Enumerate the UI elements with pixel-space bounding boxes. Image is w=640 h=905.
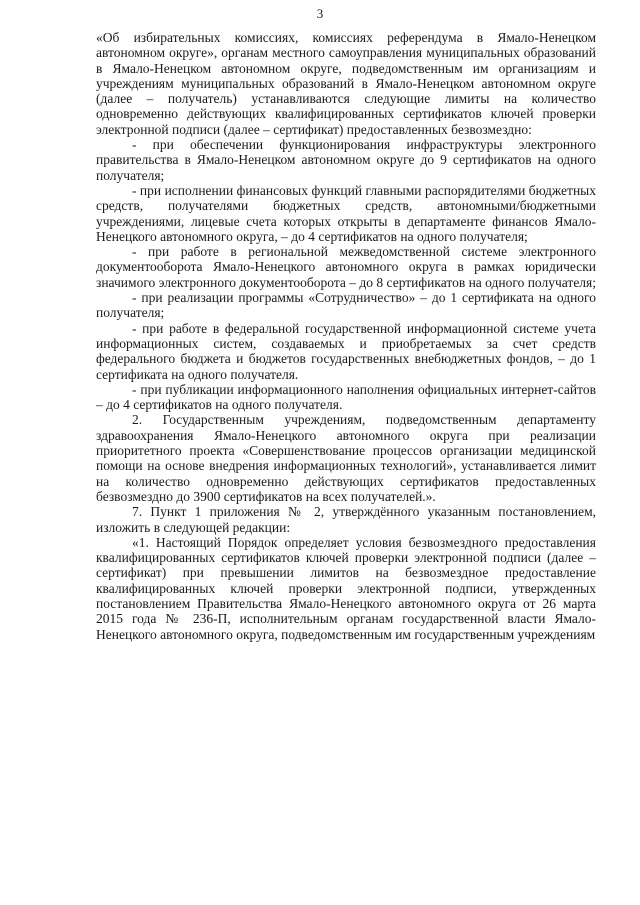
list-item-e-government: - при обеспечении функционирования инфраструктуры электронного правительства в Ямало-Ненецком автономном округе до 9 сертификатов на одного получателя; — [96, 137, 596, 183]
list-item-websites: - при публикации информационного наполнения официальных интернет-сайтов – до 4 сертификатов на одного получателя. — [96, 381, 596, 413]
paragraph-healthcare: 2. Государственным учреждениям, подведомственным департаменту здравоохранения Ямало-Ненецкого автономного округа при реализации приоритетного проекта «Совершенствование процессов организации медицинской помощи на основе внедрения информационных технологий», устанавливается лимит на количество одновременно действующих сертификатов предоставленных безвозмездно до 3900 сертификатов на всех получателей.». — [96, 412, 596, 504]
paragraph-new-wording: «1. Настоящий Порядок определяет условия безвозмездного предоставления квалифицированных сертификатов ключей проверки электронной подписи (далее – сертификат) при превышении лимитов на безвозмездное предоставление квалифицированных ключей проверки электронной подписи, утвержденных постановлением Правительства Ямало-Ненецкого автономного округа от 26 марта 2015 года № 236-П, исполнительным органам государственной власти Ямало-Ненецкого автономного округа, подведомственным им государственным учреждениям — [96, 534, 596, 642]
paragraph-continuation: «Об избирательных комиссиях, комиссиях референдума в Ямало-Ненецком автономном округе», органам местного самоуправления муниципальных образований в Ямало-Ненецком автономном округе, подведомственным им организациям и учреждениям муниципальных образований в Ямало-Ненецком автономном округе (далее – получатель) устанавливаются следующие лимиты на количество одновременно действующих квалифицированных сертификатов ключей проверки электронной подписи (далее – сертификат) предоставленных безвозмездно: — [96, 30, 596, 137]
document-body — [96, 30, 596, 642]
list-item-financial-functions: - при исполнении финансовых функций главными распорядителями бюджетных средств, получателями бюджетных средств, автономными/бюджетными учреждениями, лицевые счета которых открыты в департаменте финансов Ямало-Ненецкого автономного округа, – до 4 сертификатов на одного получателя; — [96, 182, 596, 244]
list-item-cooperation-program: - при реализации программы «Сотрудничество» – до 1 сертификата на одного получателя; — [96, 290, 596, 321]
page-number: 3 — [316, 6, 324, 21]
list-item-document-flow: - при работе в региональной межведомственной системе электронного документооборота Ямало-Ненецкого автономного округа в рамках юридически значимого электронного документооборота – до 8 сертификатов на одного получателя; — [96, 244, 597, 290]
list-item-federal-system: - при работе в федеральной государственной информационной системе учета информационных систем, создаваемых и приобретаемых за счет средств федерального бюджета и бюджетов государственных внебюджетных фондов, – до 1 сертификата на одного получателя. — [96, 320, 596, 382]
paragraph-point-7: 7. Пункт 1 приложения № 2, утверждённого указанным постановлением, изложить в следующей редакции: — [96, 504, 596, 535]
